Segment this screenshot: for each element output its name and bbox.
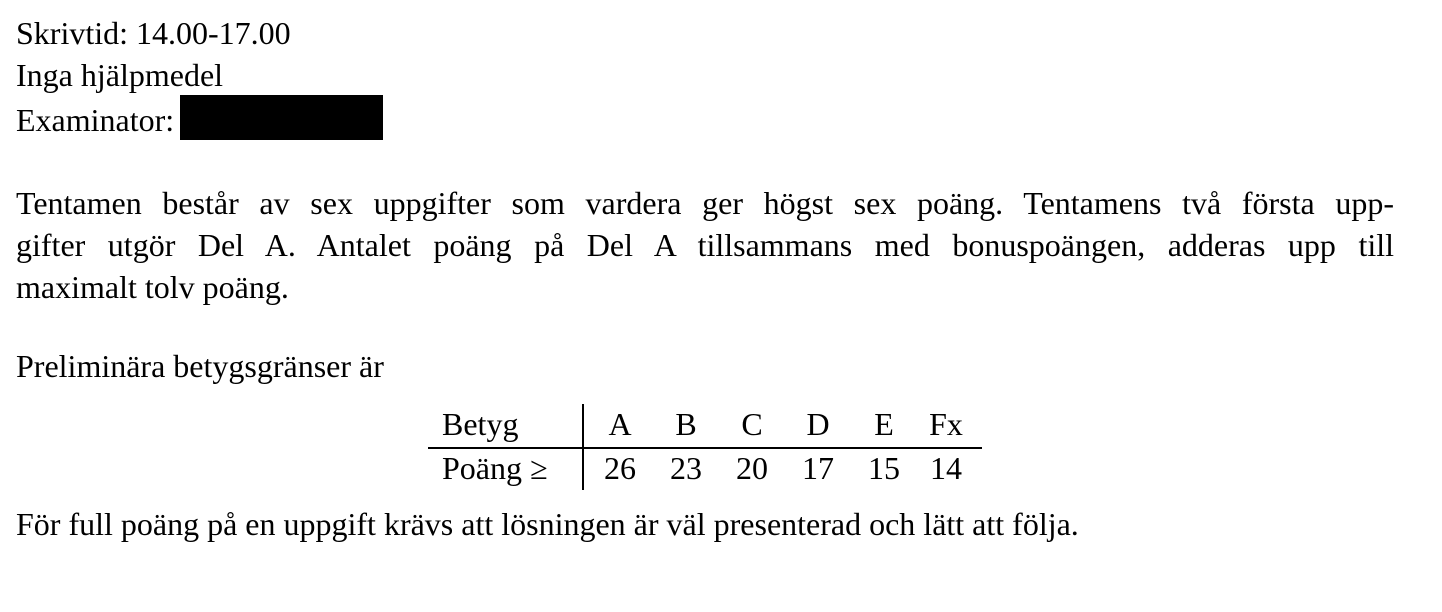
points-cell: 26: [604, 450, 636, 486]
examiner-label: Examinator:: [16, 101, 175, 138]
examiner-line: [16, 101, 383, 146]
exam-intro-paragraph: [16, 182, 1394, 308]
exam-time: Skrivtid: 14.00-17.00: [16, 15, 291, 51]
points-row-label: Poäng ≥: [442, 450, 548, 486]
intro-line-1: Tentamen består av sex uppgifter som vardera ger högst sex poäng. Tentamens två första upp-: [16, 185, 1394, 221]
table-horizontal-rule: [428, 447, 982, 449]
points-cell: 14: [930, 450, 962, 486]
grade-cell: D: [806, 406, 830, 442]
grade-row-label: Betyg: [442, 406, 519, 442]
grade-limits-intro: Preliminära betygsgränser är: [16, 348, 384, 384]
grade-cell: C: [741, 406, 763, 442]
points-cell: 23: [670, 450, 702, 486]
grade-cell: A: [608, 406, 632, 442]
full-points-note: För full poäng på en uppgift krävs att lösningen är väl presenterad och lätt att följa.: [16, 506, 1079, 542]
intro-line-3: maximalt tolv poäng.: [16, 269, 289, 305]
intro-line-2: gifter utgör Del A. Antalet poäng på Del A tillsammans med bonuspoängen, adderas upp till: [16, 227, 1394, 263]
points-cell: 15: [868, 450, 900, 486]
grade-cell: E: [874, 406, 894, 442]
exam-aids: Inga hjälpmedel: [16, 57, 224, 93]
points-cell: 20: [736, 450, 768, 486]
points-cell: 17: [802, 450, 834, 486]
examiner-redaction-box: [180, 95, 383, 140]
grade-cell: Fx: [929, 406, 963, 442]
grade-limits-table: [428, 404, 982, 490]
grade-cell: B: [675, 406, 697, 442]
